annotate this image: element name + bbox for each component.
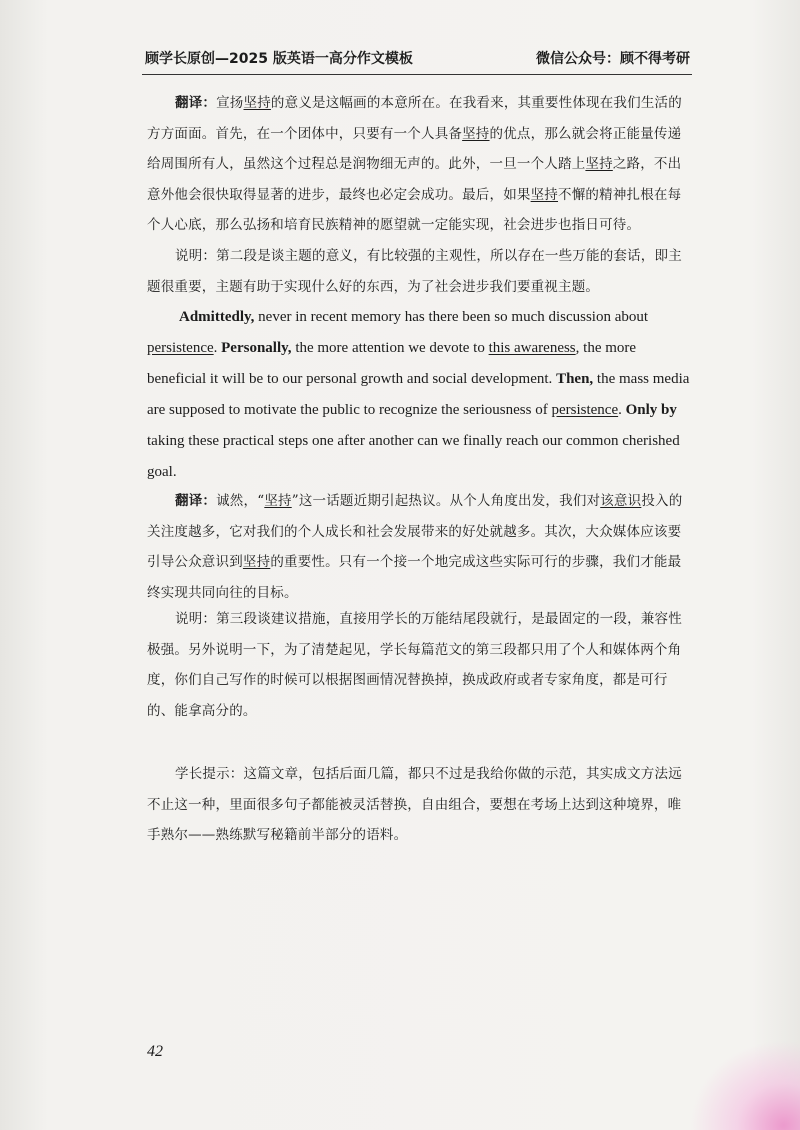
- text-span: 宣扬: [216, 95, 244, 111]
- note-paragraph-3: [147, 604, 692, 726]
- tip-text: 学长提示：这篇文章，包括后面几篇，都只不过是我给你做的示范，其实成文方法远不止这一种，里面很多句子都能被灵活替换，自由组合，要想在考场上达到这种境界，唯手熟尔——熟练默写秘籍前半部分的语料。: [147, 766, 682, 843]
- underlined-term: persistence: [147, 340, 214, 356]
- bold-connector: Personally,: [221, 340, 292, 356]
- note-paragraph-2: [147, 241, 692, 302]
- text-span: , the more beneficial it will be to our personal growth and social development.: [147, 340, 637, 387]
- page-header: [145, 48, 690, 74]
- english-text: [147, 302, 692, 488]
- text-span: 的重要性。只有一个接一个地完成这些实际可行的步骤，我们才能最终实现共同向往的目标。: [147, 554, 682, 601]
- text-span: never in recent memory has there been so much discussion about: [254, 309, 649, 325]
- translation-label: 翻译：: [175, 95, 217, 111]
- text-span: .: [618, 402, 626, 418]
- text-span: ”这一话题近期引起热议。从个人角度出发，我们对: [291, 493, 601, 509]
- translation-label: 翻译：: [175, 493, 217, 509]
- underlined-term: persistence: [551, 402, 619, 418]
- text-span: 之路，不出意外他会很快取得显著的进步，最终也必定会成功。最后，如果: [147, 156, 682, 203]
- text-span: 的优点，那么就会将正能量传递给周围所有人，虽然这个过程总是润物细无声的。此外，一旦一个人踏上: [147, 125, 682, 172]
- bold-connector: Only by: [625, 402, 677, 418]
- text-span: the mass media are supposed to motivate the public to recognize the seriousness of: [147, 371, 690, 418]
- header-wechat: 微信公众号：顾不得考研: [536, 51, 690, 67]
- underlined-term: 坚持: [585, 156, 613, 172]
- translation-text: [147, 88, 692, 241]
- header-title: 顾学长原创—2025 版英语一高分作文模板: [145, 51, 413, 67]
- text-span: 不懈的精神扎根在每个人心底，那么弘扬和培育民族精神的愿望就一定能实现，社会进步也指日可待。: [147, 186, 682, 233]
- note-text: 说明：第三段谈建议措施，直接用学长的万能结尾段就行，是最固定的一段，兼容性极强。另外说明一下，为了清楚起见，学长每篇范文的第三段都只用了个人和媒体两个角度，你们自己写作的时候可以根据图画情况替换掉，换成政府或者专家角度，都是可行的、能拿高分的。: [147, 611, 682, 719]
- underlined-term: 坚持: [243, 95, 271, 111]
- text-span: taking these practical steps one after another can we finally reach our common cherished goal.: [147, 433, 680, 480]
- bold-connector: Admittedly,: [179, 309, 255, 325]
- translation-paragraph-2: [147, 88, 692, 241]
- page-number: 42: [147, 1043, 163, 1060]
- english-paragraph-3: [147, 302, 692, 488]
- underlined-term: 坚持: [530, 186, 559, 203]
- underlined-term: 坚持: [242, 554, 271, 570]
- underlined-term: 坚持: [264, 493, 292, 509]
- header-divider: [142, 74, 692, 75]
- underlined-term: this awareness: [488, 340, 576, 356]
- tip-paragraph: [147, 759, 692, 851]
- corner-smudge: [690, 1040, 800, 1130]
- text-span: .: [213, 340, 222, 356]
- underlined-term: 该意识: [600, 493, 642, 509]
- translation-paragraph-3: [147, 486, 692, 608]
- bold-connector: Then,: [556, 371, 594, 387]
- translation-text: [147, 486, 692, 608]
- note-text: 说明：第二段是谈主题的意义，有比较强的主观性，所以存在一些万能的套话，即主题很重要，主题有助于实现什么好的东西，为了社会进步我们要重视主题。: [147, 248, 682, 295]
- underlined-term: 坚持: [462, 125, 490, 142]
- text-span: 诚然，“: [216, 493, 265, 509]
- text-span: 的意义是这幅画的本意所在。在我看来，其重要性体现在我们生活的方方面面。首先，在一个团体中，只要有一个人具备: [147, 95, 682, 142]
- text-span: 投入的关注度越多，它对我们的个人成长和社会发展带来的好处就越多。其次，大众媒体应该要引导公众意识到: [147, 493, 683, 570]
- text-span: the more attention we devote to: [291, 340, 489, 356]
